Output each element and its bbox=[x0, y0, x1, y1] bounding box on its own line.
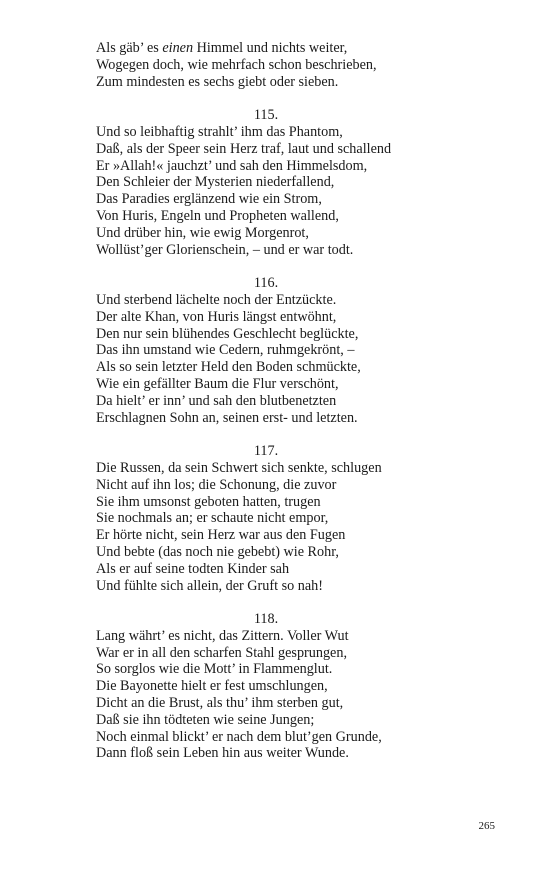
verse-line: Zum mindesten es sechs giebt oder sieben. bbox=[96, 73, 339, 90]
verse-line: Die Bayonette hielt er fest umschlungen, bbox=[96, 678, 328, 695]
verse-line: Und fühlte sich allein, der Gruft so nah! bbox=[96, 577, 323, 594]
verse-line: War er in all den scharfen Stahl gesprungen, bbox=[96, 644, 347, 661]
verse-line bbox=[96, 40, 506, 57]
verse-line: Er »Allah!« jauchzt’ und sah den Himmelsdom, bbox=[96, 157, 368, 174]
verse-line: So sorglos wie die Mott’ in Flammenglut. bbox=[96, 661, 333, 678]
verse-line: Die Russen, da sein Schwert sich senkte, schlugen bbox=[96, 459, 382, 476]
verse-line: Das ihn umstand wie Cedern, ruhmgekrönt, – bbox=[96, 342, 355, 359]
poem-text bbox=[96, 40, 506, 762]
verse-line: Er hörte nicht, sein Herz war aus den Fugen bbox=[96, 527, 346, 544]
verse-line: Erschlagnen Sohn an, seinen erst- und letzten. bbox=[96, 409, 358, 426]
verse-line: Den Schleier der Mysterien niederfallend, bbox=[96, 174, 335, 191]
verse-line: Daß, als der Speer sein Herz traf, laut und schallend bbox=[96, 140, 392, 157]
stanza-number: 115. bbox=[253, 107, 279, 124]
verse-line: Und bebte (das noch nie gebebt) wie Rohr, bbox=[96, 543, 339, 560]
verse-text: Als gäb’ es bbox=[96, 40, 163, 56]
verse-line: Und drüber hin, wie ewig Morgenrot, bbox=[96, 224, 309, 241]
verse-line: Als er auf seine todten Kinder sah bbox=[96, 560, 290, 577]
verse-line: Dicht an die Brust, als thu’ ihm sterben gut, bbox=[96, 695, 344, 712]
verse-line: Lang währt’ es nicht, das Zittern. Voller Wut bbox=[96, 627, 349, 644]
verse-line: Nicht auf ihn los; die Schonung, die zuvor bbox=[96, 476, 337, 493]
stanza-number: 117. bbox=[253, 443, 279, 460]
page-number: 265 bbox=[478, 820, 495, 832]
stanza-116 bbox=[96, 275, 506, 426]
verse-line: Das Paradies erglänzend wie ein Strom, bbox=[96, 191, 322, 208]
stanza-fragment bbox=[96, 40, 506, 90]
verse-line: Und so leibhaftig strahlt’ ihm das Phantom, bbox=[96, 123, 343, 140]
verse-line: Wie ein gefällter Baum die Flur verschönt, bbox=[96, 375, 339, 392]
verse-text: Himmel und nichts weiter, bbox=[193, 40, 348, 56]
verse-line: Den nur sein blühendes Geschlecht beglückte, bbox=[96, 325, 359, 342]
verse-line: Von Huris, Engeln und Propheten wallend, bbox=[96, 207, 339, 224]
verse-line: Sie ihm umsonst geboten hatten, trugen bbox=[96, 493, 321, 510]
stanza-117 bbox=[96, 443, 506, 594]
verse-line: Wogegen doch, wie mehrfach schon beschrieben, bbox=[96, 56, 377, 73]
verse-line: Dann floß sein Leben hin aus weiter Wunde. bbox=[96, 745, 349, 762]
verse-line: Wollüst’ger Glorienschein, – und er war todt. bbox=[96, 241, 354, 258]
stanza-115 bbox=[96, 107, 506, 258]
stanza-number: 116. bbox=[253, 275, 279, 292]
verse-line: Als so sein letzter Held den Boden schmückte, bbox=[96, 359, 361, 376]
verse-line: Sie nochmals an; er schaute nicht empor, bbox=[96, 510, 329, 527]
verse-line: Und sterbend lächelte noch der Entzückte. bbox=[96, 291, 337, 308]
verse-line: Da hielt’ er inn’ und sah den blutbenetzten bbox=[96, 392, 337, 409]
stanza-number: 118. bbox=[253, 611, 279, 628]
stanza-118 bbox=[96, 611, 506, 762]
verse-line: Der alte Khan, von Huris längst entwöhnt, bbox=[96, 308, 337, 325]
verse-line: Noch einmal blickt’ er nach dem blut’gen Grunde, bbox=[96, 728, 382, 745]
emphasized-word: einen bbox=[162, 40, 194, 56]
verse-line: Daß sie ihn tödteten wie seine Jungen; bbox=[96, 711, 315, 728]
